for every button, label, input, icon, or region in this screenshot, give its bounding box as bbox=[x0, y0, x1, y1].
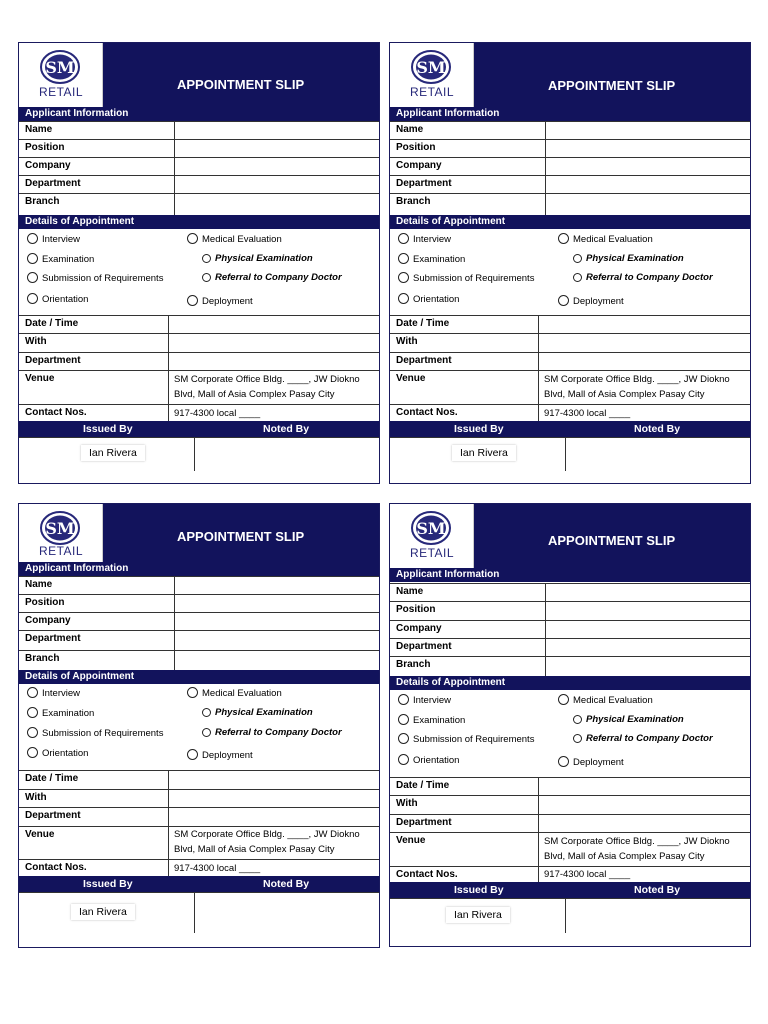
radio-icon bbox=[558, 295, 569, 306]
radio-icon bbox=[398, 694, 409, 705]
field-venue: Venue SM Corporate Office Bldg. ____, JW Diokno Blvd, Mall of Asia Complex Pasay City bbox=[390, 832, 750, 866]
field-contact: Contact Nos. 917-4300 local ____ bbox=[390, 404, 750, 421]
field-contact: Contact Nos. 917-4300 local ____ bbox=[390, 866, 750, 882]
radio-icon bbox=[398, 233, 409, 244]
option-orientation[interactable]: Orientation bbox=[398, 293, 459, 305]
slip-title: APPOINTMENT SLIP bbox=[177, 529, 305, 544]
radio-icon bbox=[398, 754, 409, 765]
details-header: Details of Appointment bbox=[390, 676, 750, 690]
svg-text:SM: SM bbox=[416, 519, 446, 538]
field-name: Name bbox=[19, 121, 379, 139]
field-with: With bbox=[390, 795, 750, 814]
issued-by-label: Issued By bbox=[83, 878, 133, 890]
noted-by-label: Noted By bbox=[634, 884, 681, 896]
issued-by-label: Issued By bbox=[83, 423, 133, 435]
field-appt-department: Department bbox=[390, 352, 750, 370]
signature-header bbox=[390, 882, 750, 898]
sm-retail-logo bbox=[19, 43, 103, 107]
radio-icon bbox=[27, 687, 38, 698]
radio-icon bbox=[27, 253, 38, 264]
signature-row bbox=[390, 437, 750, 471]
field-appt-department: Department bbox=[19, 807, 379, 826]
signature-row bbox=[19, 437, 379, 471]
appointment-slip-2: SM RETAIL APPOINTMENT SLIP Applicant Information Name Position Company Department Branch Details of Appointment Interview Examination Submission of Requirements Orientation Medical Evaluation Physical Examination Referral to Company Doctor Deployment Date / Time With Department Venue SM Corporate Office Bldg. ____, JW Diokno Blvd, Mall of Asia Complex Pasay City Contact Nos. 917-4300 local ____ Issued By Noted By Ian Rivera SMRI-RecForm-004 Rev.01-03012018 bbox=[389, 42, 751, 484]
option-referral[interactable]: Referral to Company Doctor bbox=[202, 272, 342, 283]
field-name: Name bbox=[19, 576, 379, 594]
field-datetime: Date / Time bbox=[390, 315, 750, 333]
slip-title: APPOINTMENT SLIP bbox=[548, 78, 676, 93]
option-medical[interactable]: Medical Evaluation bbox=[187, 687, 282, 699]
venue-line-1: SM Corporate Office Bldg. ____, JW Diokno bbox=[544, 836, 730, 847]
option-examination[interactable]: Examination bbox=[27, 253, 94, 265]
applicant-info-header: Applicant Information bbox=[19, 562, 379, 576]
radio-icon bbox=[558, 694, 569, 705]
signature-row bbox=[390, 898, 750, 933]
option-interview[interactable]: Interview bbox=[27, 687, 80, 699]
option-medical[interactable]: Medical Evaluation bbox=[558, 233, 653, 245]
option-orientation[interactable]: Orientation bbox=[27, 747, 88, 759]
svg-text:SM: SM bbox=[45, 519, 75, 538]
slip-title: APPOINTMENT SLIP bbox=[548, 533, 676, 548]
option-physical[interactable]: Physical Examination bbox=[202, 707, 313, 718]
contact-value: 917-4300 local ____ bbox=[174, 408, 261, 419]
option-examination[interactable]: Examination bbox=[398, 714, 465, 726]
appointment-slip-1: SM RETAIL APPOINTMENT SLIP Applicant Information Name Position Company Department Branch Details of Appointment Interview Examination Submission of Requirements Orientation Medical Evaluation Physical Examination Referral to Company Doctor Deployment Date / Time With Department Venue SM Corporate Office Bldg. ____, JW Diokno Blvd, Mall of Asia Complex Pasay City Contact Nos. 917-4300 local ____ Issued By Noted By Ian Rivera SMRI-RecForm-004 Rev.01-03012018 bbox=[18, 42, 380, 484]
option-examination[interactable]: Examination bbox=[398, 253, 465, 265]
retail-label: RETAIL bbox=[38, 544, 84, 558]
issued-by-label: Issued By bbox=[454, 884, 504, 896]
svg-text:SM: SM bbox=[45, 58, 75, 77]
option-submission[interactable]: Submission of Requirements bbox=[398, 733, 534, 745]
radio-icon bbox=[398, 272, 409, 283]
signature-header bbox=[390, 421, 750, 437]
issuer-name: Ian Rivera bbox=[446, 907, 510, 923]
radio-icon bbox=[558, 756, 569, 767]
field-datetime: Date / Time bbox=[390, 777, 750, 795]
sm-retail-logo bbox=[390, 504, 474, 568]
option-medical[interactable]: Medical Evaluation bbox=[187, 233, 282, 245]
field-department: Department bbox=[390, 638, 750, 656]
option-physical[interactable]: Physical Examination bbox=[573, 714, 684, 725]
radio-icon bbox=[187, 749, 198, 760]
sm-logo-icon bbox=[39, 49, 81, 85]
radio-icon bbox=[202, 254, 211, 263]
issuer-name: Ian Rivera bbox=[71, 904, 135, 920]
sm-logo-icon bbox=[39, 510, 81, 546]
sm-logo-icon bbox=[410, 49, 452, 85]
appointment-slip-4: SM RETAIL APPOINTMENT SLIP Applicant Information Name Position Company Department Branch Details of Appointment Interview Examination Submission of Requirements Orientation Medical Evaluation Physical Examination Referral to Company Doctor Deployment Date / Time With Department Venue SM Corporate Office Bldg. ____, JW Diokno Blvd, Mall of Asia Complex Pasay City Contact Nos. 917-4300 local ____ Issued By Noted By Ian Rivera SMRI-RecForm-004 Rev.01-03012018 bbox=[389, 503, 751, 947]
field-position: Position bbox=[19, 594, 379, 612]
radio-icon bbox=[27, 233, 38, 244]
option-deployment[interactable]: Deployment bbox=[187, 295, 253, 307]
applicant-info-header: Applicant Information bbox=[390, 568, 750, 582]
option-submission[interactable]: Submission of Requirements bbox=[27, 727, 163, 739]
field-position: Position bbox=[390, 139, 750, 157]
venue-line-1: SM Corporate Office Bldg. ____, JW Diokno bbox=[544, 374, 730, 385]
option-examination[interactable]: Examination bbox=[27, 707, 94, 719]
appointment-slip-3: SM RETAIL APPOINTMENT SLIP Applicant Information Name Position Company Department Branch Details of Appointment Interview Examination Submission of Requirements Orientation Medical Evaluation Physical Examination Referral to Company Doctor Deployment Date / Time With Department Venue SM Corporate Office Bldg. ____, JW Diokno Blvd, Mall of Asia Complex Pasay City Contact Nos. 917-4300 local ____ Issued By Noted By Ian Rivera SMRI-RecForm-004 Rev.01-03012018 bbox=[18, 503, 380, 948]
field-appt-department: Department bbox=[390, 814, 750, 832]
radio-icon bbox=[27, 293, 38, 304]
radio-icon bbox=[27, 272, 38, 283]
field-venue: Venue SM Corporate Office Bldg. ____, JW Diokno Blvd, Mall of Asia Complex Pasay City bbox=[390, 370, 750, 404]
option-physical[interactable]: Physical Examination bbox=[573, 253, 684, 264]
option-medical[interactable]: Medical Evaluation bbox=[558, 694, 653, 706]
applicant-info-header: Applicant Information bbox=[390, 107, 750, 121]
applicant-info-header: Applicant Information bbox=[19, 107, 379, 121]
radio-icon bbox=[573, 273, 582, 282]
field-contact: Contact Nos. 917-4300 local ____ bbox=[19, 404, 379, 421]
sm-logo-icon bbox=[410, 510, 452, 546]
noted-by-label: Noted By bbox=[263, 423, 310, 435]
issuer-name: Ian Rivera bbox=[81, 445, 145, 461]
radio-icon bbox=[573, 715, 582, 724]
radio-icon bbox=[187, 233, 198, 244]
radio-icon bbox=[187, 295, 198, 306]
venue-line-2: Blvd, Mall of Asia Complex Pasay City bbox=[544, 389, 705, 400]
noted-by-label: Noted By bbox=[263, 878, 310, 890]
venue-line-1: SM Corporate Office Bldg. ____, JW Diokno bbox=[174, 829, 360, 840]
field-branch: Branch bbox=[19, 193, 379, 215]
signature-header bbox=[19, 421, 379, 437]
option-referral[interactable]: Referral to Company Doctor bbox=[573, 272, 713, 283]
details-header: Details of Appointment bbox=[19, 215, 379, 229]
field-with: With bbox=[19, 333, 379, 352]
option-orientation[interactable]: Orientation bbox=[398, 754, 459, 766]
option-interview[interactable]: Interview bbox=[27, 233, 80, 245]
option-referral[interactable]: Referral to Company Doctor bbox=[573, 733, 713, 744]
field-venue: Venue SM Corporate Office Bldg. ____, JW Diokno Blvd, Mall of Asia Complex Pasay City bbox=[19, 826, 379, 859]
field-with: With bbox=[390, 333, 750, 352]
sm-retail-logo bbox=[390, 43, 474, 107]
details-header: Details of Appointment bbox=[19, 670, 379, 684]
field-branch: Branch bbox=[390, 193, 750, 215]
field-branch: Branch bbox=[19, 650, 379, 670]
field-company: Company bbox=[390, 620, 750, 638]
contact-value: 917-4300 local ____ bbox=[174, 863, 261, 874]
signature-header bbox=[19, 876, 379, 892]
radio-icon bbox=[202, 708, 211, 717]
contact-value: 917-4300 local ____ bbox=[544, 869, 631, 880]
option-deployment[interactable]: Deployment bbox=[558, 756, 624, 768]
field-company: Company bbox=[19, 157, 379, 175]
field-name: Name bbox=[390, 121, 750, 139]
radio-icon bbox=[27, 707, 38, 718]
svg-text:SM: SM bbox=[416, 58, 446, 77]
radio-icon bbox=[187, 687, 198, 698]
radio-icon bbox=[27, 727, 38, 738]
option-deployment[interactable]: Deployment bbox=[558, 295, 624, 307]
details-header: Details of Appointment bbox=[390, 215, 750, 229]
option-physical[interactable]: Physical Examination bbox=[202, 253, 313, 264]
option-interview[interactable]: Interview bbox=[398, 694, 451, 706]
sm-retail-logo bbox=[19, 504, 103, 562]
radio-icon bbox=[398, 293, 409, 304]
option-deployment[interactable]: Deployment bbox=[187, 749, 253, 761]
signature-row bbox=[19, 892, 379, 933]
slip-title: APPOINTMENT SLIP bbox=[177, 77, 305, 92]
radio-icon bbox=[27, 747, 38, 758]
field-department: Department bbox=[390, 175, 750, 193]
field-company: Company bbox=[390, 157, 750, 175]
option-submission[interactable]: Submission of Requirements bbox=[398, 272, 534, 284]
noted-by-label: Noted By bbox=[634, 423, 681, 435]
radio-icon bbox=[398, 733, 409, 744]
contact-value: 917-4300 local ____ bbox=[544, 408, 631, 419]
option-referral[interactable]: Referral to Company Doctor bbox=[202, 727, 342, 738]
radio-icon bbox=[398, 714, 409, 725]
radio-icon bbox=[573, 254, 582, 263]
field-with: With bbox=[19, 789, 379, 807]
radio-icon bbox=[202, 728, 211, 737]
field-name: Name bbox=[390, 583, 750, 601]
retail-label: RETAIL bbox=[409, 85, 455, 99]
radio-icon bbox=[202, 273, 211, 282]
field-datetime: Date / Time bbox=[19, 770, 379, 789]
venue-line-1: SM Corporate Office Bldg. ____, JW Diokno bbox=[174, 374, 360, 385]
field-company: Company bbox=[19, 612, 379, 630]
issuer-name: Ian Rivera bbox=[452, 445, 516, 461]
option-interview[interactable]: Interview bbox=[398, 233, 451, 245]
option-orientation[interactable]: Orientation bbox=[27, 293, 88, 305]
venue-line-2: Blvd, Mall of Asia Complex Pasay City bbox=[174, 389, 335, 400]
field-department: Department bbox=[19, 175, 379, 193]
field-department: Department bbox=[19, 630, 379, 650]
field-datetime: Date / Time bbox=[19, 315, 379, 333]
venue-line-2: Blvd, Mall of Asia Complex Pasay City bbox=[174, 844, 335, 855]
field-branch: Branch bbox=[390, 656, 750, 676]
radio-icon bbox=[398, 253, 409, 264]
radio-icon bbox=[573, 734, 582, 743]
retail-label: RETAIL bbox=[409, 546, 455, 560]
field-position: Position bbox=[390, 601, 750, 620]
venue-line-2: Blvd, Mall of Asia Complex Pasay City bbox=[544, 851, 705, 862]
field-position: Position bbox=[19, 139, 379, 157]
field-appt-department: Department bbox=[19, 352, 379, 370]
field-contact: Contact Nos. 917-4300 local ____ bbox=[19, 859, 379, 876]
issued-by-label: Issued By bbox=[454, 423, 504, 435]
radio-icon bbox=[558, 233, 569, 244]
field-venue: Venue SM Corporate Office Bldg. ____, JW Diokno Blvd, Mall of Asia Complex Pasay City bbox=[19, 370, 379, 404]
retail-label: RETAIL bbox=[38, 85, 84, 99]
option-submission[interactable]: Submission of Requirements bbox=[27, 272, 163, 284]
